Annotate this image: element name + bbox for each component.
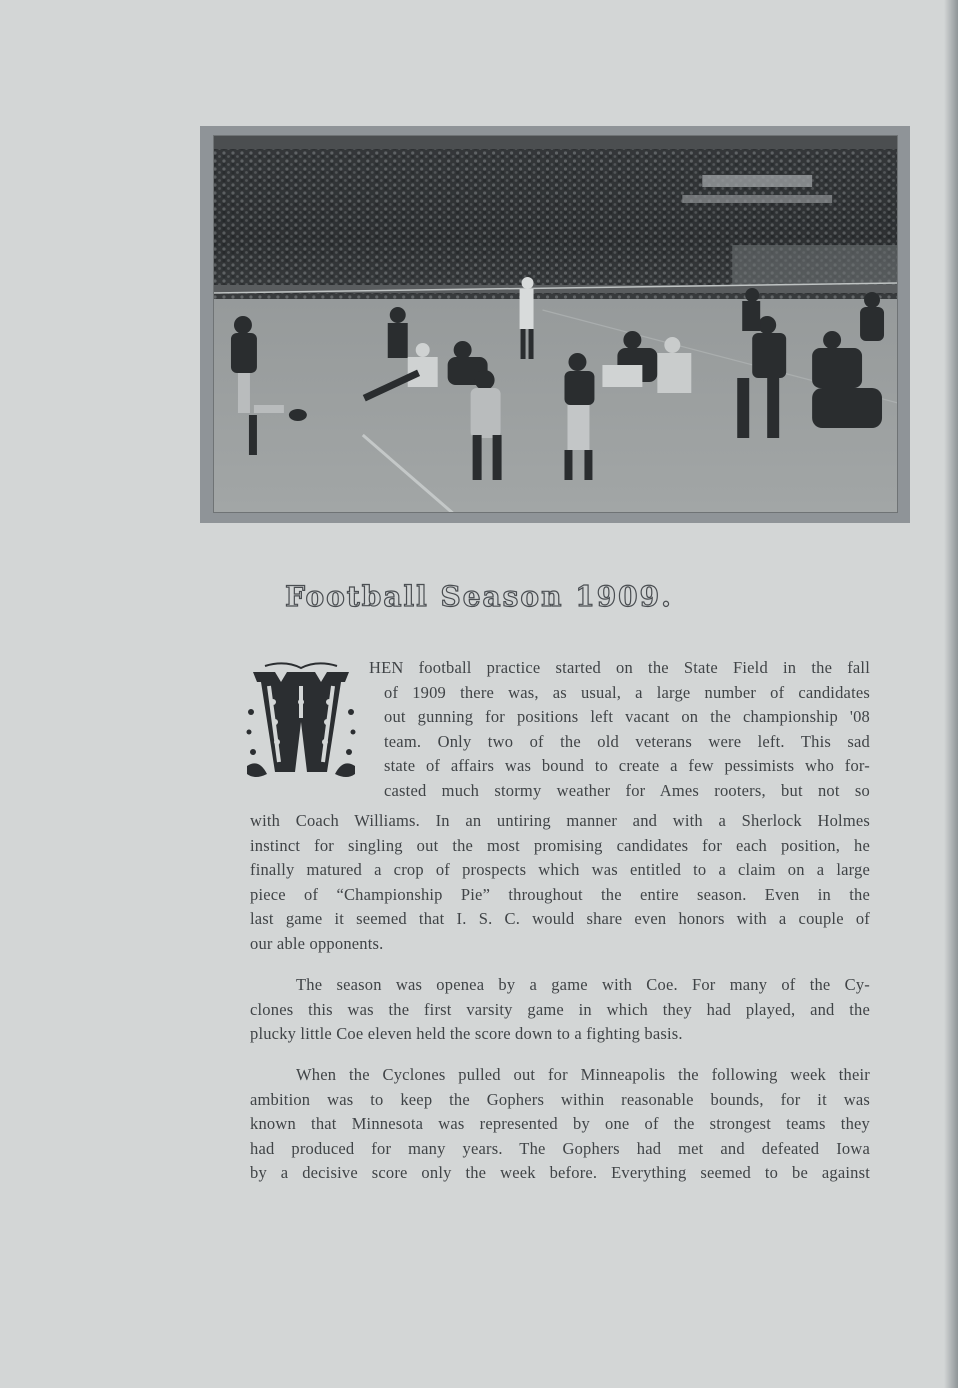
text-line: our able opponents. (250, 933, 384, 953)
text-line: piece of “Championship Pie” throughout the entire season. Even in the (250, 884, 870, 904)
text-line: casted much stormy weather for Ames rooters, but not so (384, 780, 870, 800)
text-line: had produced for many years. The Gophers had met and defeated Iowa (250, 1138, 870, 1158)
ornate-letter-w-icon (245, 662, 357, 784)
text-line: The season was openea by a game with Coe. For many of the Cy- (296, 975, 870, 994)
text-line: out gunning for positions left vacant on the championship '08 (384, 707, 870, 726)
paragraph-1-continued (250, 809, 870, 956)
text-line: of 1909 there was, as usual, a large number of candidates (384, 682, 870, 702)
paragraph-2 (250, 973, 870, 1047)
text-line: state of affairs was bound to create a few pessimists who for- (384, 756, 870, 775)
paragraph-3 (250, 1063, 870, 1186)
text-line: clones this was the first varsity game in which they had played, and the (250, 999, 870, 1019)
text-line: known that Minnesota was represented by one of the strongest teams they (250, 1114, 870, 1133)
text-line: HEN football practice started on the State Field in the fall (369, 658, 870, 677)
text-line: with Coach Williams. In an untiring manner and with a Sherlock Holmes (250, 811, 870, 830)
text-line: finally matured a crop of prospects which was entitled to a claim on a large (250, 860, 870, 879)
text-line: plucky little Coe eleven held the score down to a fighting basis. (250, 1024, 683, 1043)
text-line: team. Only two of the old veterans were left. This sad (384, 731, 870, 751)
football-game-photo (213, 135, 898, 513)
text-line: by a decisive score only the week before. Everything seemed to be against (250, 1163, 870, 1182)
page-title: Football Season 1909. (285, 580, 673, 613)
text-line: ambition was to keep the Gophers within reasonable bounds, for it was (250, 1089, 870, 1109)
text-line: last game it seemed that I. S. C. would share even honors with a couple of (250, 909, 870, 928)
text-line: When the Cyclones pulled out for Minneapolis the following week their (296, 1065, 870, 1084)
page-edge-shadow (944, 0, 958, 1388)
paragraph-1-wrapped (369, 656, 870, 803)
football-photo-illustration (213, 135, 898, 513)
photo-frame (200, 126, 910, 523)
text-line: instinct for singling out the most promising candidates for each position, he (250, 835, 870, 855)
dropcap-w-ornament (245, 662, 357, 784)
